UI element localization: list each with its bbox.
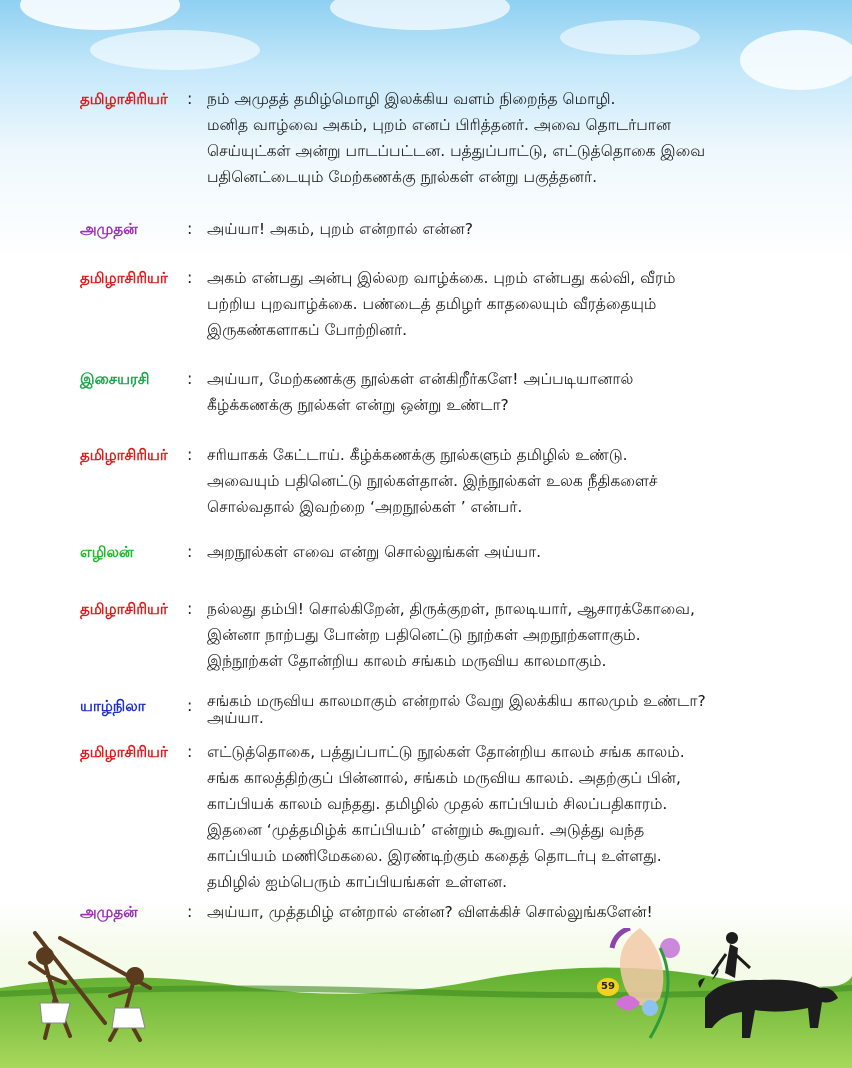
speech-line: நம் அமுதத் தமிழ்மொழி இலக்கிய வளம் நிறைந்த மொழி. [207, 90, 616, 108]
speaker-colon: : [187, 89, 193, 108]
speaker-colon: : [187, 219, 193, 238]
speech-line: சரியாகக் கேட்டாய். கீழ்க்கணக்கு நூல்களும் தமிழில் உண்டு. [207, 446, 628, 464]
speaker-name: அமுதன் [80, 220, 138, 238]
speech-line: இன்னா நாற்பது போன்ற பதினெட்டு நூற்கள் அறநூற்களாகும். [207, 626, 641, 644]
speech-line: இந்நூற்கள் தோன்றிய காலம் சங்கம் மருவிய காலமாகும். [207, 652, 607, 670]
speech-text [207, 442, 807, 520]
speech-text [207, 899, 807, 925]
speaker-colon: : [187, 599, 193, 618]
speech-line: செய்யுட்கள் அன்று பாடப்பட்டன. பத்துப்பாட்டு, எட்டுத்தொகை இவை [207, 142, 706, 160]
speech-text [207, 693, 807, 727]
speaker-name: யாழ்நிலா [80, 697, 146, 715]
speech-line: அய்யா. [207, 709, 264, 727]
speech-text [207, 86, 807, 190]
speech-line: மனித வாழ்வை அகம், புறம் எனப் பிரித்தனர். அவை தொடர்பான [207, 116, 671, 134]
speech-line: அய்யா, முத்தமிழ் என்றால் என்ன? விளக்கிச் சொல்லுங்களேன்! [207, 903, 653, 921]
speaker-name: தமிழாசிரியர் [80, 600, 168, 618]
speech-line: சொல்வதால் இவற்றை ‘அறநூல்கள் ’ என்பர். [207, 498, 523, 516]
speech-line: தமிழில் ஐம்பெரும் காப்பியங்கள் உள்ளன. [207, 873, 508, 891]
speaker-name: எழிலன் [80, 543, 134, 561]
speech-line: இதனை ‘முத்தமிழ்க் காப்பியம்’ என்றும் கூறுவர். அடுத்து வந்த [207, 821, 645, 839]
speech-text [207, 539, 807, 565]
speaker-name: தமிழாசிரியர் [80, 269, 168, 287]
speech-text [207, 739, 807, 895]
speech-line: அய்யா, மேற்கணக்கு நூல்கள் என்கிறீர்களே! அப்படியானால் [207, 370, 634, 388]
speech-line: கீழ்க்கணக்கு நூல்கள் என்று ஒன்று உண்டா? [207, 396, 509, 414]
speech-line: பதினெட்டையும் மேற்கணக்கு நூல்கள் என்று பகுத்தனர். [207, 168, 597, 186]
speech-text [207, 366, 807, 418]
page-number: 59 [597, 978, 619, 996]
speaker-colon: : [187, 742, 193, 761]
speech-line: அறநூல்கள் எவை என்று சொல்லுங்கள் அய்யா. [207, 543, 542, 561]
speech-line: அகம் என்பது அன்பு இல்லற வாழ்க்கை. புறம் என்பது கல்வி, வீரம் [207, 269, 676, 287]
speaker-name: அமுதன் [80, 903, 138, 921]
speaker-colon: : [187, 445, 193, 464]
speech-text [207, 596, 807, 674]
speaker-name: தமிழாசிரியர் [80, 446, 168, 464]
speech-line: அய்யா! அகம், புறம் என்றால் என்ன? [207, 220, 473, 238]
speaker-name: தமிழாசிரியர் [80, 743, 168, 761]
ground-illustration [0, 928, 852, 1068]
speaker-name: தமிழாசிரியர் [80, 90, 168, 108]
speaker-colon: : [187, 902, 193, 921]
speaker-colon: : [187, 696, 193, 715]
speech-text [207, 265, 807, 343]
speech-text [207, 216, 807, 242]
speech-line: காப்பியக் காலம் வந்தது. தமிழில் முதல் காப்பியம் சிலப்பதிகாரம். [207, 795, 668, 813]
speaker-name: இசையரசி [80, 370, 150, 388]
speaker-colon: : [187, 369, 193, 388]
speech-line: காப்பியம் மணிமேகலை. இரண்டிற்கும் கதைத் தொடர்பு உள்ளது. [207, 847, 662, 865]
speech-line: சங்க காலத்திற்குப் பின்னால், சங்கம் மருவிய காலம். அதற்குப் பின், [207, 769, 681, 787]
speech-line: நல்லது தம்பி! சொல்கிறேன், திருக்குறள், நாலடியார், ஆசாரக்கோவை, [207, 600, 695, 618]
speech-line: பற்றிய புறவாழ்க்கை. பண்டைத் தமிழர் காதலையும் வீரத்தையும் [207, 295, 657, 313]
speech-line: இருகண்களாகப் போற்றினர். [207, 321, 408, 339]
speaker-colon: : [187, 268, 193, 287]
speech-line: அவையும் பதினெட்டு நூல்கள்தான். இந்நூல்கள் உலக நீதிகளைச் [207, 472, 658, 490]
speech-line: எட்டுத்தொகை, பத்துப்பாட்டு நூல்கள் தோன்றிய காலம் சங்க காலம். [207, 743, 685, 761]
speaker-colon: : [187, 542, 193, 561]
speech-line: சங்கம் மருவிய காலமாகும் என்றால் வேறு இலக்கிய காலமும் உண்டா? [207, 692, 706, 710]
